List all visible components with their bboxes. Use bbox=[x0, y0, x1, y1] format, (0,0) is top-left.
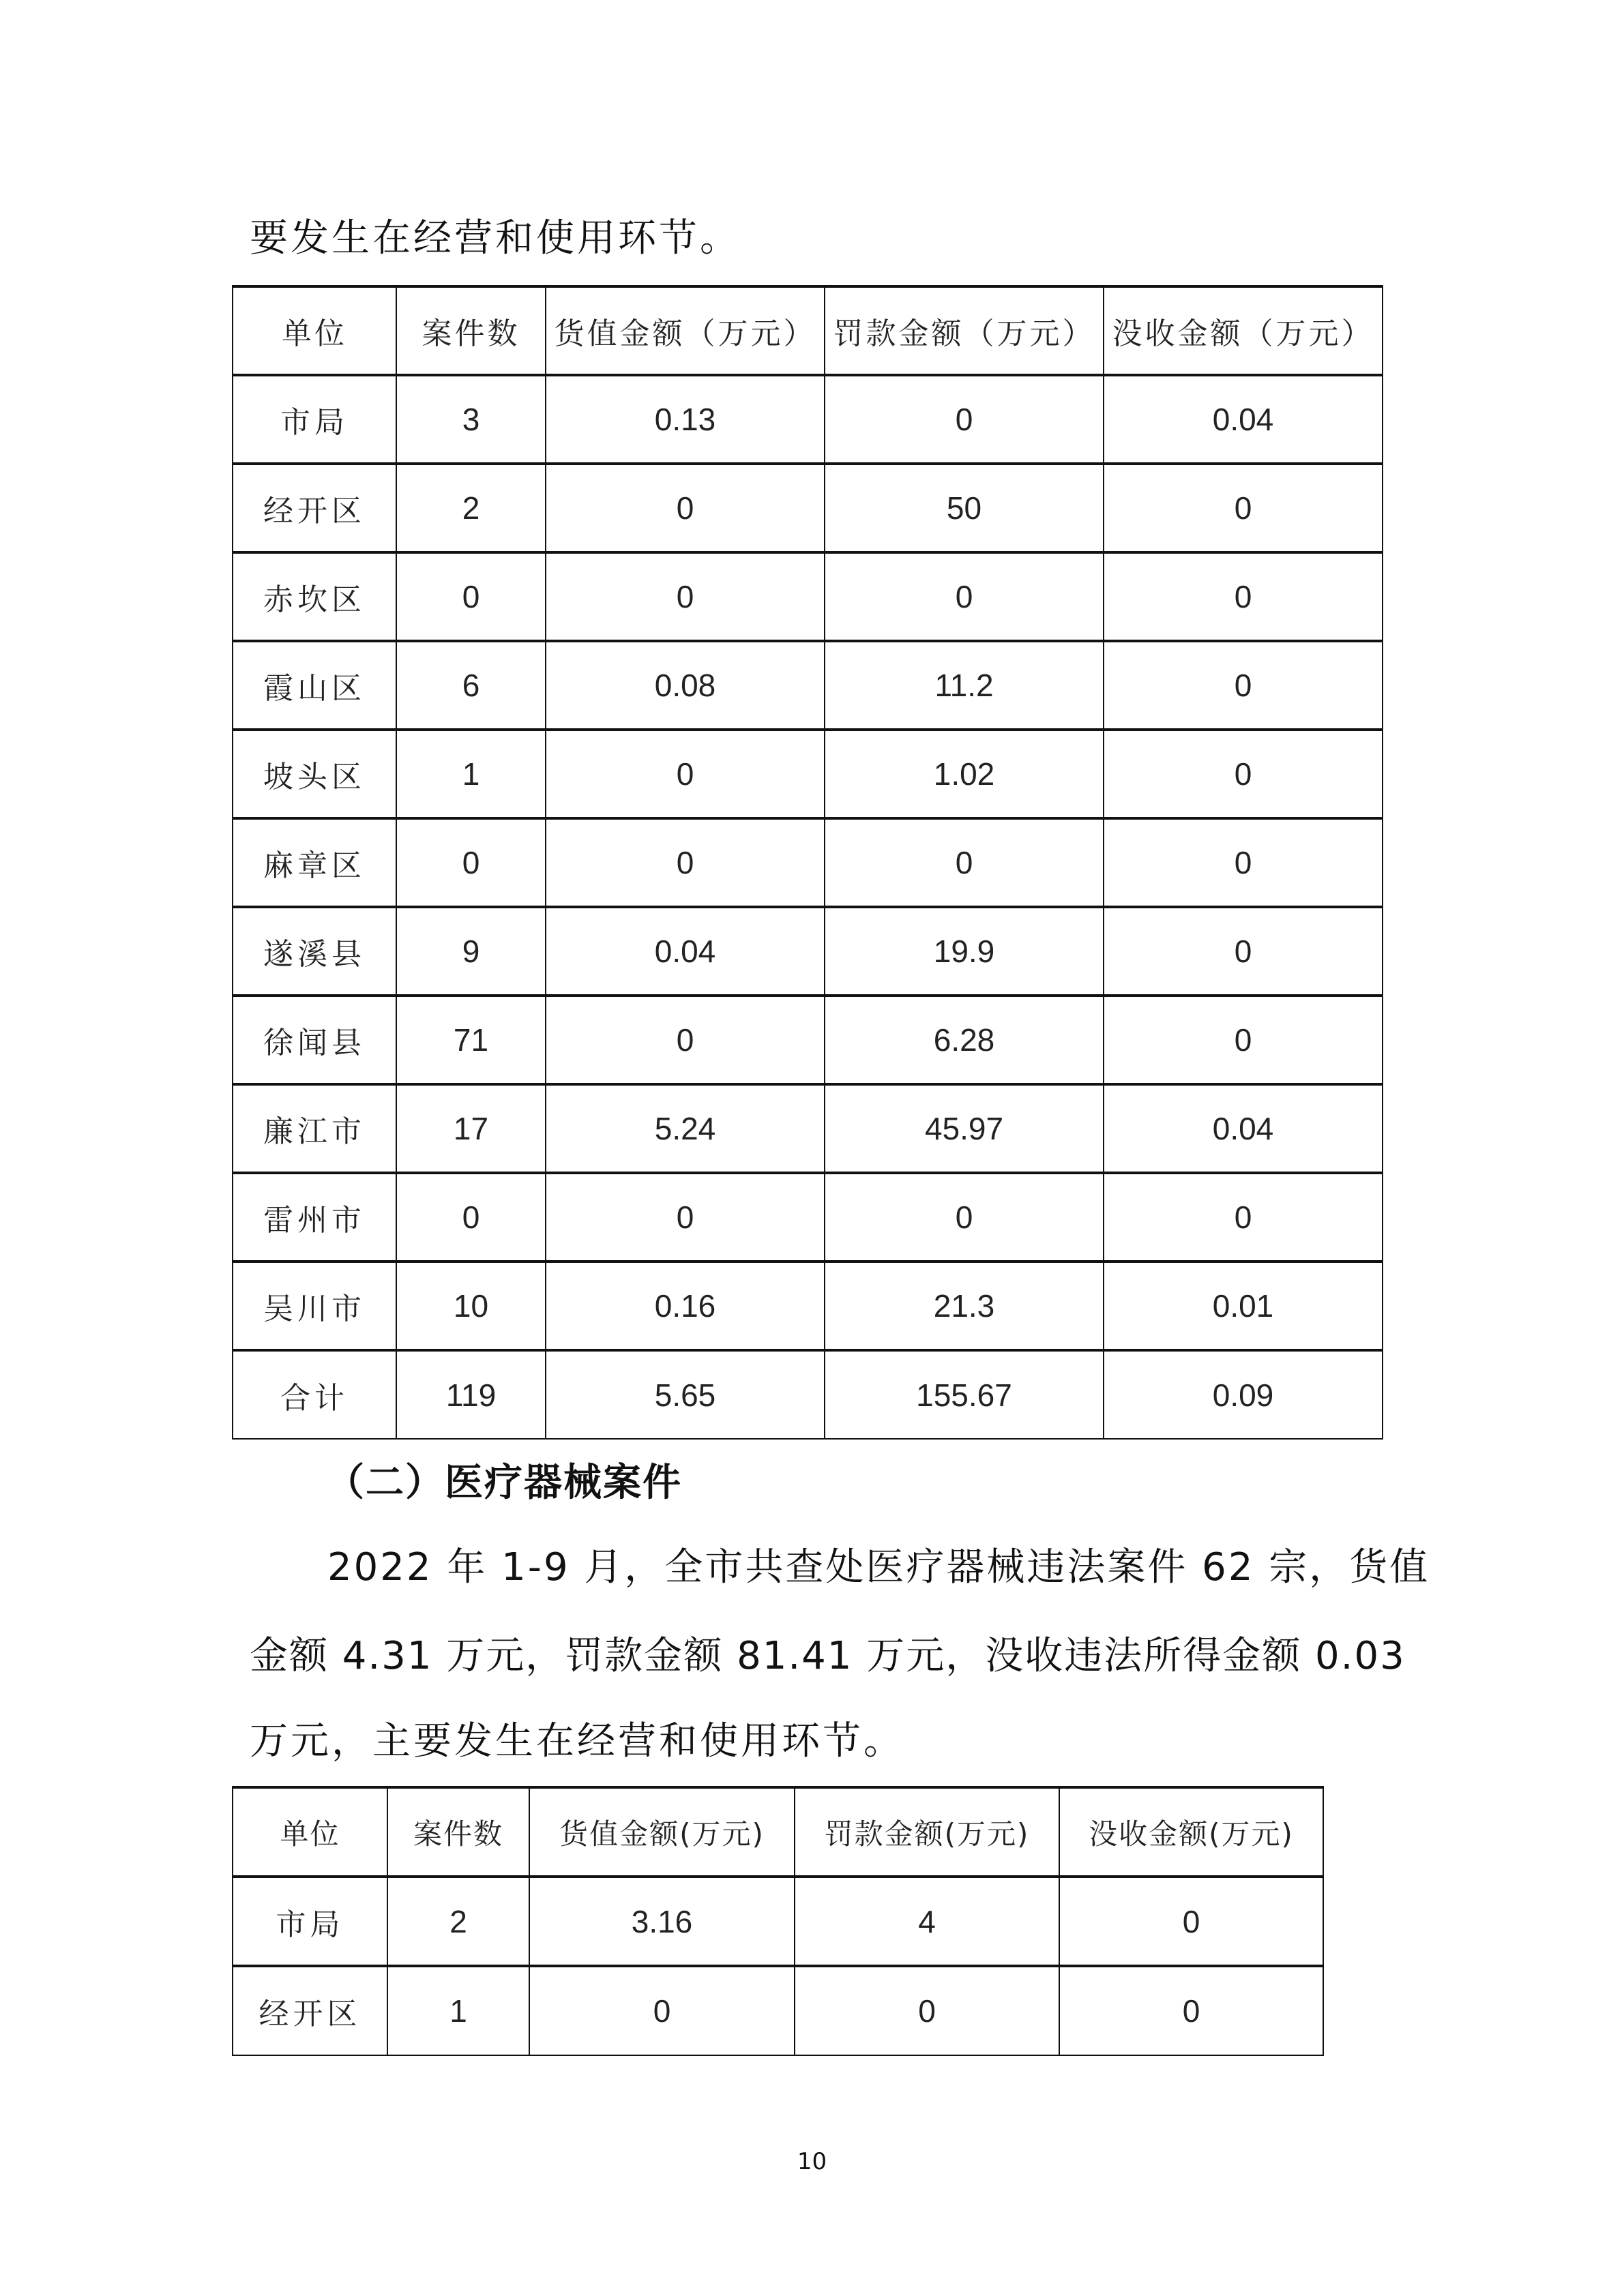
cell-case-count: 2 bbox=[387, 1877, 529, 1966]
cell-goods-value: 0.16 bbox=[546, 1262, 825, 1350]
cell-fine-amount: 0 bbox=[795, 1966, 1059, 2055]
table-row bbox=[233, 1262, 1383, 1350]
table-row bbox=[233, 730, 1383, 818]
cell-confiscated-amount: 0 bbox=[1059, 1966, 1323, 2055]
table-total-row bbox=[233, 1350, 1383, 1439]
table-row bbox=[233, 375, 1383, 464]
cell-goods-value: 0 bbox=[546, 818, 825, 907]
cell-unit-total: 合计 bbox=[233, 1350, 396, 1439]
cell-confiscated-amount: 0.04 bbox=[1104, 375, 1383, 464]
table-row bbox=[233, 552, 1383, 641]
cell-confiscated-amount: 0.01 bbox=[1104, 1262, 1383, 1350]
cell-case-count: 1 bbox=[396, 730, 546, 818]
cell-confiscated-amount: 0 bbox=[1059, 1877, 1323, 1966]
cell-fine-amount: 11.2 bbox=[825, 641, 1104, 730]
table-row bbox=[233, 641, 1383, 730]
table-row bbox=[233, 1084, 1383, 1173]
cell-case-count: 10 bbox=[396, 1262, 546, 1350]
paragraph-line-3: 万元，主要发生在经营和使用环节。 bbox=[250, 1719, 904, 1763]
paragraph-line-1: 2022 年 1-9 月，全市共查处医疗器械违法案件 62 宗，货值 bbox=[327, 1545, 1430, 1590]
cell-fine-amount-total: 155.67 bbox=[825, 1350, 1104, 1439]
cell-case-count: 0 bbox=[396, 1173, 546, 1262]
cell-unit: 经开区 bbox=[233, 1966, 387, 2055]
cell-goods-value: 0 bbox=[529, 1966, 795, 2055]
cell-fine-amount: 19.9 bbox=[825, 907, 1104, 996]
table-header-row bbox=[233, 1787, 1323, 1877]
cell-case-count: 71 bbox=[396, 996, 546, 1084]
cell-confiscated-amount: 0 bbox=[1104, 552, 1383, 641]
cell-unit: 市局 bbox=[233, 375, 396, 464]
cell-unit: 麻章区 bbox=[233, 818, 396, 907]
cell-goods-value: 0 bbox=[546, 1173, 825, 1262]
page-number: 10 bbox=[797, 2148, 827, 2175]
cell-unit: 赤坎区 bbox=[233, 552, 396, 641]
table-row bbox=[233, 464, 1383, 552]
cell-case-count: 1 bbox=[387, 1966, 529, 2055]
cell-fine-amount: 0 bbox=[825, 552, 1104, 641]
cell-case-count: 0 bbox=[396, 818, 546, 907]
cell-unit: 吴川市 bbox=[233, 1262, 396, 1350]
cell-confiscated-amount: 0 bbox=[1104, 907, 1383, 996]
cell-goods-value: 0 bbox=[546, 464, 825, 552]
cell-fine-amount: 6.28 bbox=[825, 996, 1104, 1084]
cell-fine-amount: 0 bbox=[825, 375, 1104, 464]
cell-fine-amount: 21.3 bbox=[825, 1262, 1104, 1350]
cell-confiscated-amount-total: 0.09 bbox=[1104, 1350, 1383, 1439]
cell-goods-value: 0 bbox=[546, 730, 825, 818]
cell-goods-value: 3.16 bbox=[529, 1877, 795, 1966]
table-row bbox=[233, 996, 1383, 1084]
col-header-unit: 单位 bbox=[233, 286, 396, 375]
cell-fine-amount: 0 bbox=[825, 818, 1104, 907]
cell-unit: 遂溪县 bbox=[233, 907, 396, 996]
col-header-fine-amount: 罚款金额(万元) bbox=[795, 1787, 1059, 1877]
intro-tail-text: 要发生在经营和使用环节。 bbox=[250, 216, 741, 260]
table-row bbox=[233, 907, 1383, 996]
table-row bbox=[233, 1966, 1323, 2055]
table-header-row bbox=[233, 286, 1383, 375]
cell-case-count: 17 bbox=[396, 1084, 546, 1173]
table-row bbox=[233, 1173, 1383, 1262]
cell-case-count: 9 bbox=[396, 907, 546, 996]
col-header-goods-value: 货值金额(万元) bbox=[529, 1787, 795, 1877]
cell-unit: 徐闻县 bbox=[233, 996, 396, 1084]
col-header-goods-value: 货值金额（万元） bbox=[546, 286, 825, 375]
cell-unit: 霞山区 bbox=[233, 641, 396, 730]
cell-goods-value: 0.08 bbox=[546, 641, 825, 730]
cell-goods-value: 0.04 bbox=[546, 907, 825, 996]
cell-unit: 廉江市 bbox=[233, 1084, 396, 1173]
cell-fine-amount: 50 bbox=[825, 464, 1104, 552]
col-header-confiscated-amount: 没收金额(万元) bbox=[1059, 1787, 1323, 1877]
cell-goods-value: 5.24 bbox=[546, 1084, 825, 1173]
cell-fine-amount: 4 bbox=[795, 1877, 1059, 1966]
cell-unit: 坡头区 bbox=[233, 730, 396, 818]
cell-goods-value: 0 bbox=[546, 552, 825, 641]
cell-fine-amount: 45.97 bbox=[825, 1084, 1104, 1173]
cell-case-count: 3 bbox=[396, 375, 546, 464]
cell-fine-amount: 0 bbox=[825, 1173, 1104, 1262]
cell-unit: 经开区 bbox=[233, 464, 396, 552]
cell-confiscated-amount: 0 bbox=[1104, 730, 1383, 818]
col-header-unit: 单位 bbox=[233, 1787, 387, 1877]
cell-confiscated-amount: 0 bbox=[1104, 1173, 1383, 1262]
cell-goods-value: 0 bbox=[546, 996, 825, 1084]
cell-unit: 市局 bbox=[233, 1877, 387, 1966]
cell-goods-value: 0.13 bbox=[546, 375, 825, 464]
cell-fine-amount: 1.02 bbox=[825, 730, 1104, 818]
col-header-confiscated-amount: 没收金额（万元） bbox=[1104, 286, 1383, 375]
table-row bbox=[233, 1877, 1323, 1966]
drug-cases-table bbox=[232, 285, 1383, 1440]
cell-case-count: 2 bbox=[396, 464, 546, 552]
cell-case-count-total: 119 bbox=[396, 1350, 546, 1439]
paragraph-line-2: 金额 4.31 万元，罚款金额 81.41 万元，没收违法所得金额 0.03 bbox=[250, 1634, 1406, 1678]
cell-confiscated-amount: 0 bbox=[1104, 641, 1383, 730]
section-heading-medical-devices: （二）医疗器械案件 bbox=[326, 1461, 682, 1505]
col-header-fine-amount: 罚款金额（万元） bbox=[825, 286, 1104, 375]
cell-goods-value-total: 5.65 bbox=[546, 1350, 825, 1439]
cell-confiscated-amount: 0 bbox=[1104, 818, 1383, 907]
cell-case-count: 0 bbox=[396, 552, 546, 641]
cell-confiscated-amount: 0 bbox=[1104, 996, 1383, 1084]
col-header-case-count: 案件数 bbox=[387, 1787, 529, 1877]
table-row bbox=[233, 818, 1383, 907]
cell-confiscated-amount: 0 bbox=[1104, 464, 1383, 552]
medical-device-cases-table bbox=[232, 1786, 1324, 2056]
col-header-case-count: 案件数 bbox=[396, 286, 546, 375]
cell-confiscated-amount: 0.04 bbox=[1104, 1084, 1383, 1173]
cell-case-count: 6 bbox=[396, 641, 546, 730]
cell-unit: 雷州市 bbox=[233, 1173, 396, 1262]
